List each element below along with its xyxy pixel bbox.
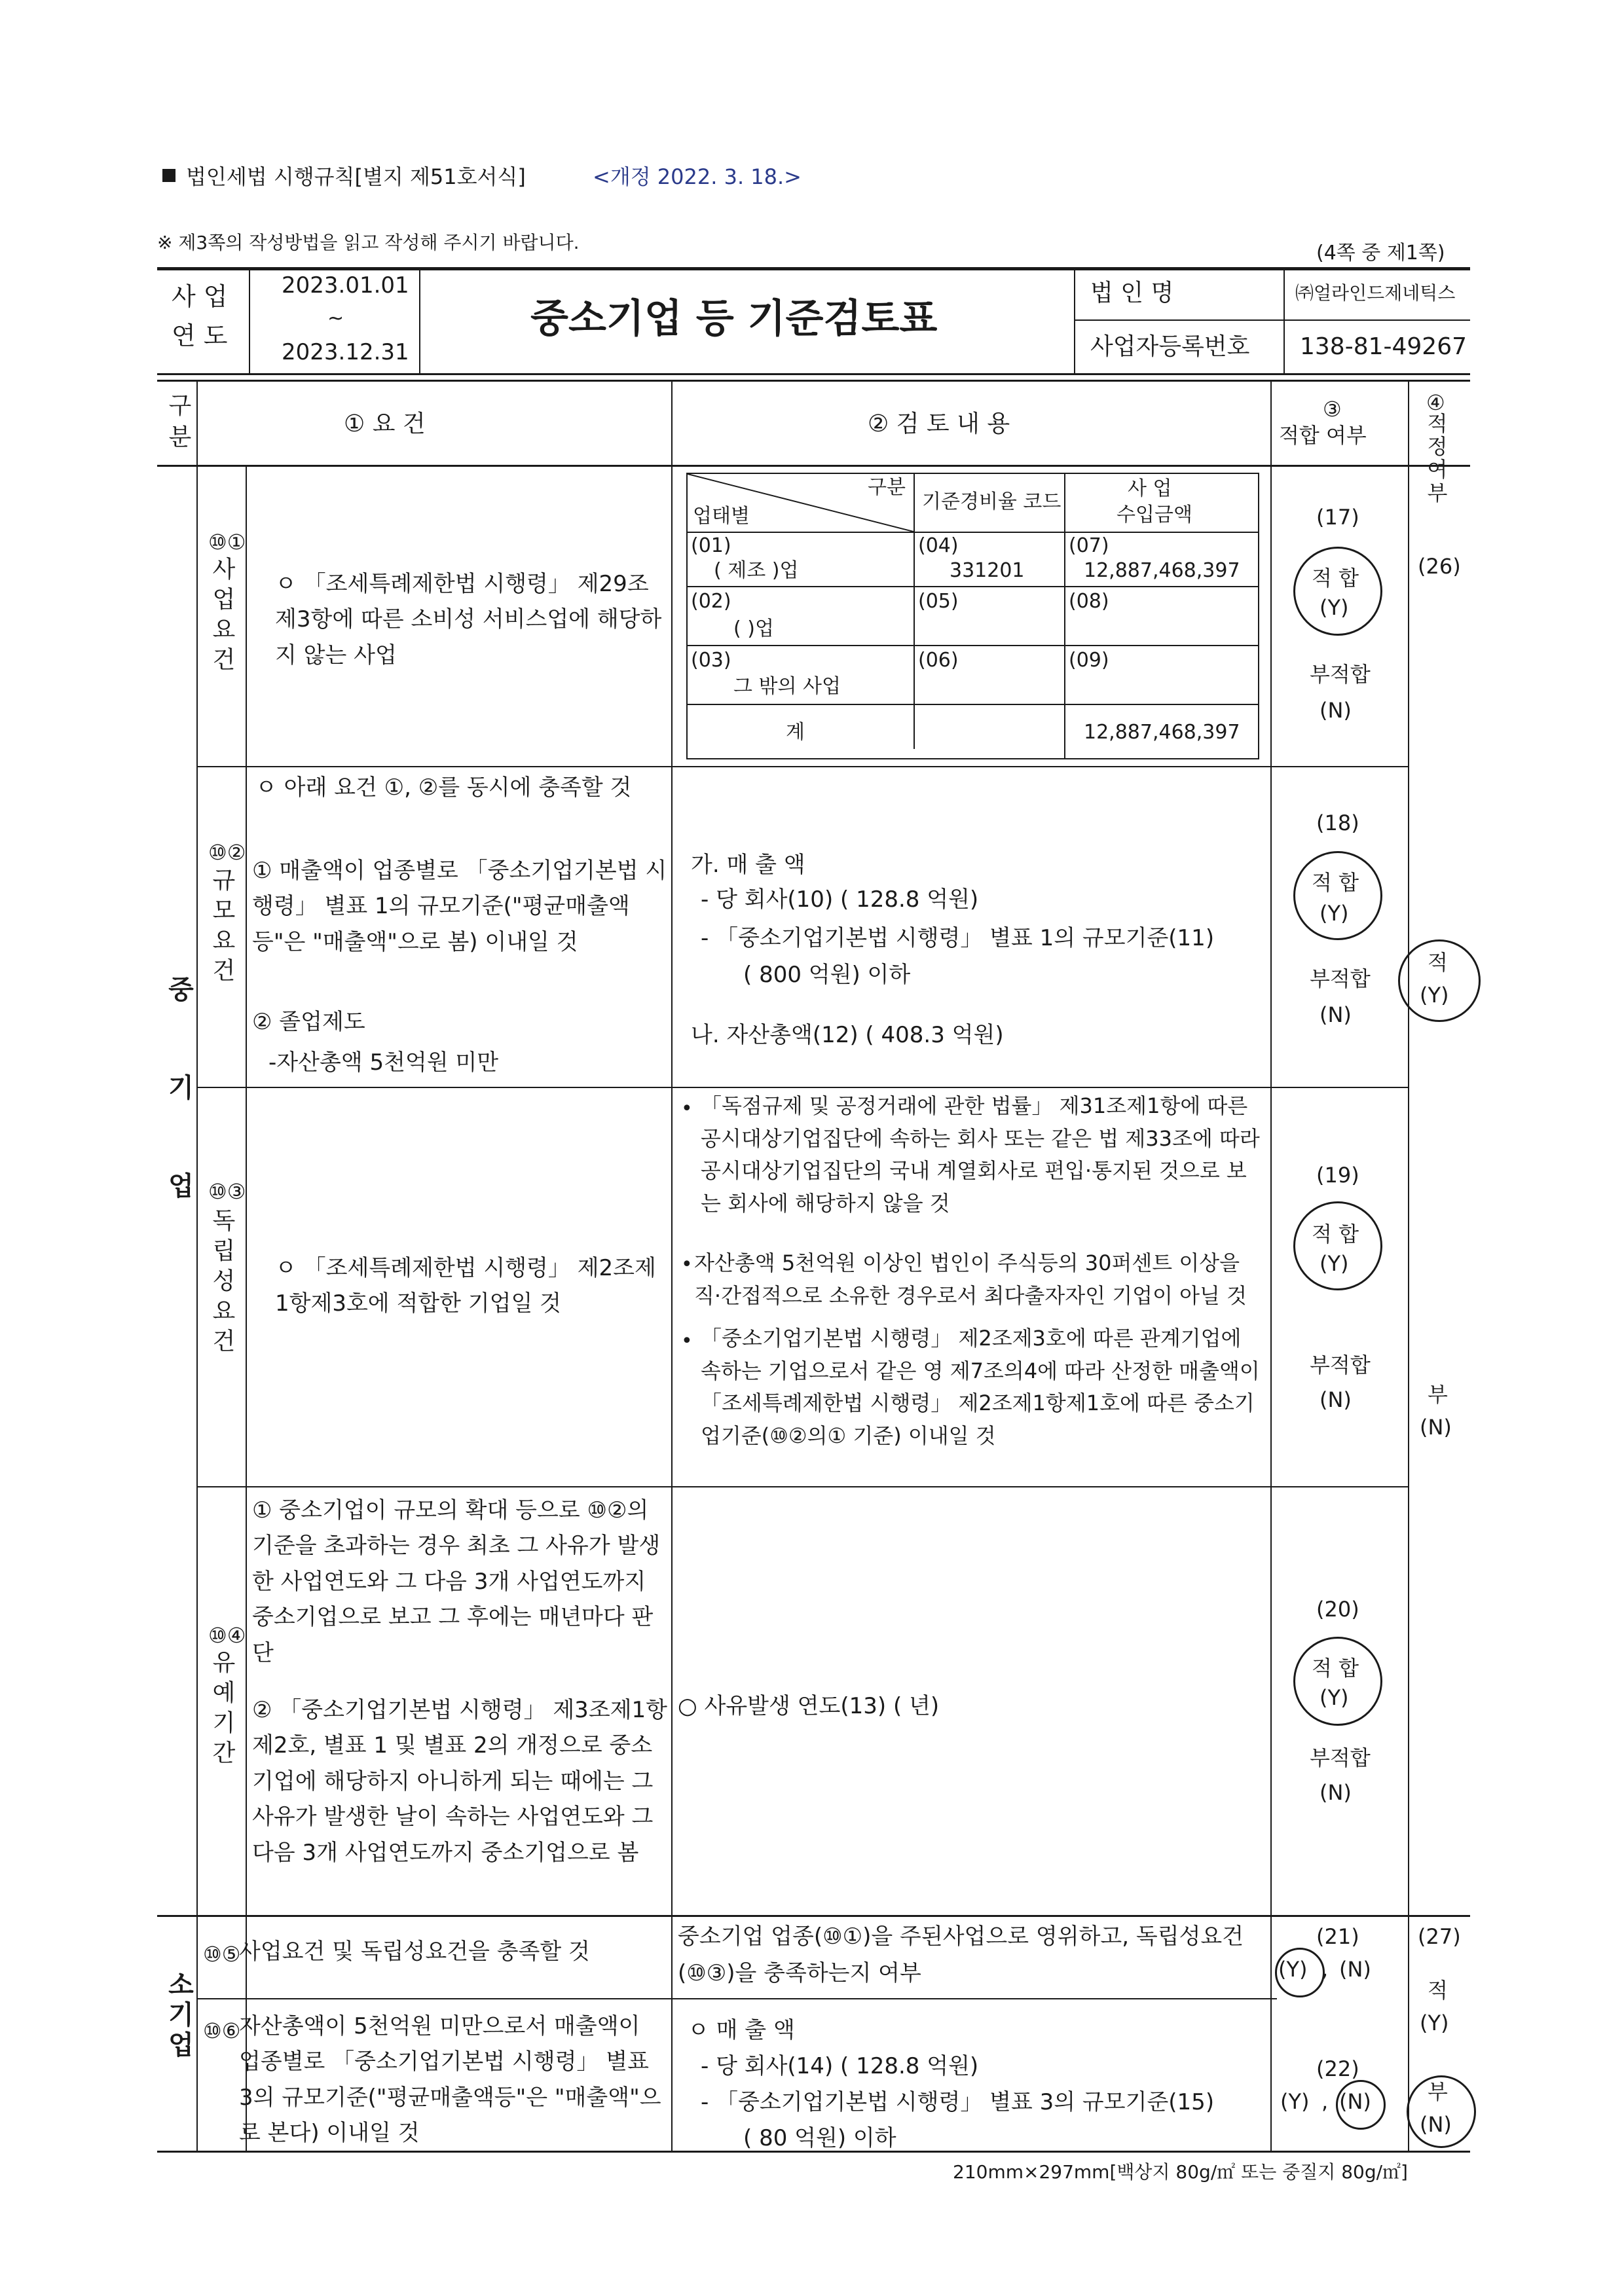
row103-bullet-1: • — [681, 1097, 693, 1120]
sme-suit-no-code: (N) — [1420, 1415, 1452, 1440]
r1-code: 331201 — [950, 559, 1025, 582]
row104-fit-no-label: 부적합 — [1310, 1745, 1371, 1770]
row102-req-2b: -자산총액 5천억원 미만 — [268, 1049, 499, 1076]
row106-rev-a2: - 「중소기업기본법 시행령」 별표 3의 규모기준(15) — [701, 2089, 1215, 2115]
row101-requirement: ㅇ 「조세특례제한법 시행령」 제29조제3항에 따른 소비성 서비스업에 해당하지 않는 사업 — [275, 571, 662, 668]
corp-name-label: 법 인 명 — [1090, 280, 1174, 306]
row102-req-2a: ② 졸업제도 — [252, 1009, 365, 1035]
row101-fit-no-code: (N) — [1320, 698, 1352, 723]
row106-rev-a1: - 당 회사(14) ( 128.8 억원) — [701, 2053, 979, 2079]
small-suit-no: 부 — [1428, 2079, 1448, 2104]
table-h-income-2: 수입금액 — [1116, 503, 1192, 526]
row104-code: ⑩④ — [208, 1623, 246, 1648]
col-fit: 적합 여부 — [1279, 423, 1367, 448]
row103-fit-yes-code: (Y) — [1320, 1251, 1349, 1276]
row102-fit-circle — [1293, 851, 1382, 940]
total-amount: 12,887,468,397 — [1084, 721, 1240, 744]
small-suit-yes: 적 — [1428, 1978, 1448, 2003]
row102-rev-a2: - 「중소기업기본법 시행령」 별표 1의 규모기준(11) — [701, 925, 1215, 951]
small-suit-no-code: (N) — [1420, 2112, 1452, 2137]
row103-label: 독립성요건 — [208, 1208, 236, 1358]
page-info: (4쪽 중 제1쪽) — [1316, 242, 1445, 264]
row104-label: 유예기간 — [208, 1650, 236, 1770]
paper-spec: 210mm×297mm[백상지 80g/㎡ 또는 중질지 80g/㎡] — [953, 2161, 1408, 2183]
table-h-code: 기준경비율 코드 — [922, 490, 1061, 513]
row101-fit-no: (17) — [1316, 505, 1359, 530]
row101-fit-yes: 적 합 — [1312, 566, 1359, 591]
r1-name: ( 제조 )업 — [714, 559, 799, 582]
period-label-1: 사 업 — [172, 282, 228, 311]
row103-review-3: 「중소기업기본법 시행령」 제2조제3호에 따른 관계기업에 속하는 기업으로서 같은 영 제7조의4에 따라 산정한 매출액이 「조세특례제한법 시행령」 제2조제1항제1호에 따른 중소기업기준(⑩②의① 기준) 이내일 것 — [701, 1326, 1260, 1448]
row101-fit-circle — [1293, 547, 1382, 636]
row102-rev-b: 나. 자산총액(12) ( 408.3 억원) — [691, 1022, 1004, 1048]
r3-code-no: (06) — [918, 649, 959, 672]
r2-code-no: (05) — [918, 590, 959, 613]
row102-fit-no: (18) — [1316, 811, 1359, 835]
row102-rev-a: 가. 매 출 액 — [691, 852, 805, 878]
row105-fit-sep: , — [1321, 1957, 1329, 1982]
row104-review: ○ 사유발생 연도(13) ( 년) — [678, 1693, 940, 1719]
bizno-label: 사업자등록번호 — [1090, 333, 1250, 360]
r2-no: (02) — [691, 590, 731, 613]
row102-fit-yes: 적 합 — [1312, 870, 1359, 895]
r1-amount-no: (07) — [1069, 534, 1109, 557]
row106-fit-y: (Y) — [1280, 2089, 1310, 2114]
row102-label: 규모요건 — [208, 867, 236, 988]
sme-suit-no: 부 — [1428, 1382, 1448, 1407]
row105-fit-y: (Y) — [1278, 1957, 1308, 1982]
row106-rev-a: ㅇ 매 출 액 — [688, 2017, 795, 2043]
row102-req-intro: ㅇ 아래 요건 ①, ②를 동시에 충족할 것 — [255, 774, 632, 801]
row105-fit-no: (21) — [1316, 1924, 1359, 1949]
col-division: 구분 — [164, 393, 192, 456]
row105-code: ⑩⑤ — [203, 1942, 241, 1967]
row101-fit-no-label: 부적합 — [1310, 662, 1371, 687]
r3-name: 그 밖의 사업 — [733, 675, 841, 698]
row102-rev-a3: ( 800 억원) 이하 — [743, 962, 911, 988]
writing-guide-note: ※ 제3쪽의 작성방법을 읽고 작성해 주시기 바랍니다. — [157, 232, 580, 253]
col-requirement: ① 요 건 — [344, 410, 426, 437]
r3-amount-no: (09) — [1069, 649, 1109, 672]
row105-fit-n: (N) — [1339, 1957, 1371, 1982]
sme-suit-yes: 적 — [1428, 950, 1448, 975]
row102-rev-a1: - 당 회사(10) ( 128.8 억원) — [701, 886, 979, 913]
r2-amount-no: (08) — [1069, 590, 1109, 613]
row106-rev-a3: ( 80 억원) 이하 — [743, 2125, 896, 2151]
period-end: 2023.12.31 — [282, 339, 409, 365]
section-sme-label: 중기업 — [164, 975, 194, 1270]
col-fit-number: ③ — [1323, 397, 1342, 422]
row104-req-2: ② 「중소기업기본법 시행령」 제3조제1항제2호, 별표 1 및 별표 2의 개정으로 중소기업에 해당하지 아니하게 되는 때에는 그 사유가 발생한 날이 속하는 사업연도와 그 다음 3개 사업연도까지 중소기업으로 봄 — [252, 1697, 667, 1866]
row102-fit-no-code: (N) — [1320, 1002, 1352, 1027]
row102-fit-yes-code: (Y) — [1320, 901, 1349, 926]
row103-fit-no: (19) — [1316, 1163, 1359, 1188]
row106-fit-sep: , — [1321, 2089, 1329, 2114]
table-h-income-1: 사 업 — [1128, 477, 1172, 500]
row101-code: ⑩① — [208, 530, 246, 555]
row102-req-1: ① 매출액이 업종별로 「중소기업기본법 시행령」 별표 1의 규모기준("평균매출액등"은 "매출액"으로 봄) 이내일 것 — [252, 858, 667, 955]
total-label: 계 — [786, 721, 805, 744]
corp-name: ㈜얼라인드제네틱스 — [1295, 282, 1456, 304]
row101-label: 사업요건 — [208, 556, 236, 677]
bizno: 138-81-49267 — [1300, 333, 1467, 360]
col-suit-number: ④ — [1426, 390, 1445, 415]
row104-fit-circle — [1293, 1637, 1382, 1726]
period-label-2: 연 도 — [172, 321, 228, 350]
row104-fit-yes: 적 합 — [1312, 1656, 1359, 1681]
row104-req-1: ① 중소기업이 규모의 확대 등으로 ⑩②의 기준을 초과하는 경우 최초 그 사유가 발생한 사업연도와 그 다음 3개 사업연도까지 중소기업으로 보고 그 후에는 매년마다 판단 — [252, 1497, 661, 1666]
row101-fit-yes-code: (Y) — [1320, 595, 1349, 620]
revision-note: <개정 2022. 3. 18.> — [593, 164, 802, 189]
period-start: 2023.01.01 — [282, 272, 409, 299]
row104-fit-no: (20) — [1316, 1597, 1359, 1622]
table-h-div: 구분 — [868, 476, 906, 499]
row102-code: ⑩② — [208, 840, 246, 865]
form-title: 중소기업 등 기준검토표 — [530, 296, 938, 342]
row102-fit-no-label: 부적합 — [1310, 966, 1371, 991]
r3-no: (03) — [691, 649, 731, 672]
r1-no: (01) — [691, 534, 731, 557]
row103-code: ⑩③ — [208, 1179, 246, 1204]
row106-code: ⑩⑥ — [203, 2018, 241, 2043]
square-bullet-icon — [162, 169, 175, 182]
r2-name: ( )업 — [733, 617, 774, 640]
row103-bullet-2: • — [681, 1253, 693, 1276]
row106-fit-n: (N) — [1339, 2089, 1371, 2114]
row101-suit-no: (26) — [1418, 554, 1461, 579]
row104-fit-no-code: (N) — [1320, 1780, 1352, 1805]
row103-fit-no-code: (N) — [1320, 1387, 1352, 1412]
small-suit-no: (27) — [1418, 1924, 1461, 1949]
r1-code-no: (04) — [918, 534, 959, 557]
row103-review-1: 「독점규제 및 공정거래에 관한 법률」 제31조제1항에 따른 공시대상기업집단에 속하는 회사 또는 같은 법 제33조에 따라 공시대상기업집단의 국내 계열회사로 편입·통지된 것으로 보는 회사에 해당하지 않을 것 — [701, 1093, 1260, 1216]
col-review: ② 검 토 내 용 — [868, 410, 1010, 437]
r1-amount: 12,887,468,397 — [1084, 559, 1240, 582]
row105-requirement: 사업요건 및 독립성요건을 충족할 것 — [239, 1939, 590, 1965]
col-suit: 적정 여부 — [1427, 411, 1448, 505]
row103-fit-no-label: 부적합 — [1310, 1353, 1371, 1377]
row104-fit-yes-code: (Y) — [1320, 1685, 1349, 1710]
row106-requirement: 자산총액이 5천억원 미만으로서 매출액이 업종별로 「중소기업기본법 시행령」 별표 3의 규모기준("평균매출액등"은 "매출액"으로 본다) 이내일 것 — [239, 2013, 661, 2147]
row103-bullet-3: • — [681, 1330, 693, 1353]
sme-suit-yes-code: (Y) — [1420, 983, 1449, 1008]
law-reference: 법인세법 시행규칙[별지 제51호서식] — [186, 164, 526, 189]
row105-review: 중소기업 업종(⑩①)을 주된사업으로 영위하고, 독립성요건(⑩③)을 충족하는지 여부 — [678, 1923, 1244, 1987]
section-small-label: 소기업 — [164, 1971, 194, 2061]
period-tilde: ~ — [327, 307, 344, 330]
table-h-industry: 업태별 — [693, 505, 750, 528]
row103-fit-yes: 적 합 — [1312, 1222, 1359, 1247]
row103-requirement: ㅇ 「조세특례제한법 시행령」 제2조제1항제3호에 적합한 기업일 것 — [275, 1255, 656, 1317]
row106-fit-no: (22) — [1316, 2056, 1359, 2081]
small-suit-yes-code: (Y) — [1420, 2011, 1449, 2035]
row103-review-2: 자산총액 5천억원 이상인 법인이 주식등의 30퍼센트 이상을 직·간접적으로 소유한 경우로서 최다출자자인 기업이 아닐 것 — [694, 1250, 1247, 1308]
